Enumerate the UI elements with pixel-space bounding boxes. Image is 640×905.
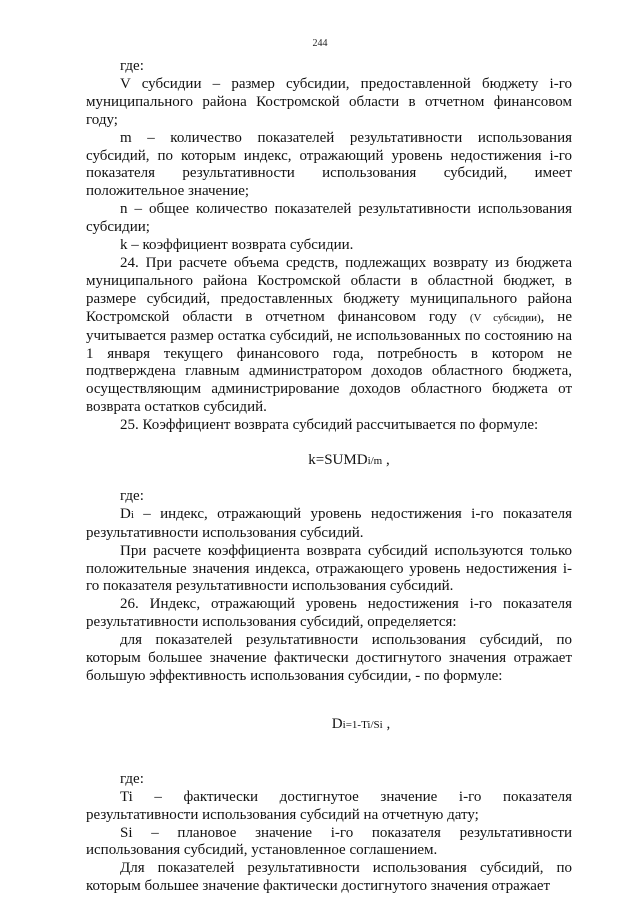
where-label-3: где: bbox=[120, 770, 144, 787]
definition-d-text: – индекс, отражающий уровень недостижения i-го показателя результативности использования субсидий. bbox=[86, 505, 572, 541]
formula-d-main: D bbox=[331, 715, 343, 732]
definition-d-sub: i bbox=[130, 508, 134, 521]
paragraph-24-text-a: 24. При расчете объема средств, подлежащих возврату из бюджета муниципального района Костромской области в областной бюджет, в размере субсидий, предоставленных бюджету муниципального района Костромской области в отчетном финансовом году bbox=[86, 254, 572, 325]
page-number: 244 bbox=[312, 38, 328, 49]
definition-m: m – количество показателей результативности использования субсидий, по которым индекс, отражающий уровень недостижения i-го показателя результативности использования субсидий, имеет положительное значение; bbox=[86, 129, 572, 200]
definition-d bbox=[86, 506, 572, 543]
definition-v: V субсидии – размер субсидии, предоставленной бюджету i-го муниципального района Костромской области в отчетном финансовом году; bbox=[86, 75, 572, 128]
document-body bbox=[86, 58, 572, 896]
formula-k bbox=[86, 435, 572, 488]
formula-k-sub: i/m bbox=[367, 455, 383, 468]
where-label: где: bbox=[120, 58, 144, 74]
definition-d-symbol: D bbox=[120, 505, 131, 522]
paragraph-positive-values: При расчете коэффициента возврата субсидий используются только положительные значения индекса, отражающего уровень недостижения i-го показателя результативности использования субсидий. bbox=[86, 542, 572, 595]
definition-si: Si – плановое значение i-го показателя результативности использования субсидий, установленное соглашением. bbox=[86, 824, 572, 859]
formula-d-sub: i=1-Ti/Si bbox=[342, 718, 383, 731]
paragraph-last: Для показателей результативности использования субсидий, по которым большее значение фактически достигнутого значения отражает bbox=[86, 860, 572, 895]
definition-ti: Ti – фактически достигнутое значение i-го показателя результативности использования субсидий на отчетную дату; bbox=[86, 788, 572, 823]
definition-k: k – коэффициент возврата субсидии. bbox=[120, 237, 354, 254]
paragraph-25: 25. Коэффициент возврата субсидий рассчитывается по формуле: bbox=[120, 417, 539, 434]
formula-d bbox=[86, 686, 572, 771]
paragraph-24 bbox=[86, 255, 572, 417]
paragraph-larger-is-better: для показателей результативности использования субсидий, по которым большее значение фактически достигнутого значения отражает большую эффективность использования субсидии, - по формуле: bbox=[86, 632, 572, 684]
formula-d-tail: , bbox=[382, 715, 391, 732]
formula-k-main: k=SUMD bbox=[308, 452, 368, 469]
paragraph-24-text-b: , не учитывается размер остатка субсидий, не использованных по состоянию на 1 января текущего финансового года, потребность в котором не подтверждена главным администратором доходов областного бюджета, осуществляющим администрирование доходов областного бюджета от возврата остатков субсидий. bbox=[86, 308, 572, 416]
definition-n: n – общее количество показателей результативности использования субсидии; bbox=[86, 201, 572, 236]
formula-k-tail: , bbox=[382, 452, 390, 469]
paragraph-26: 26. Индекс, отражающий уровень недостижения i-го показателя результативности использования субсидий, определяется: bbox=[86, 596, 572, 631]
paragraph-24-v-subsidy: (V субсидии) bbox=[469, 311, 541, 324]
where-label-2: где: bbox=[120, 487, 144, 504]
